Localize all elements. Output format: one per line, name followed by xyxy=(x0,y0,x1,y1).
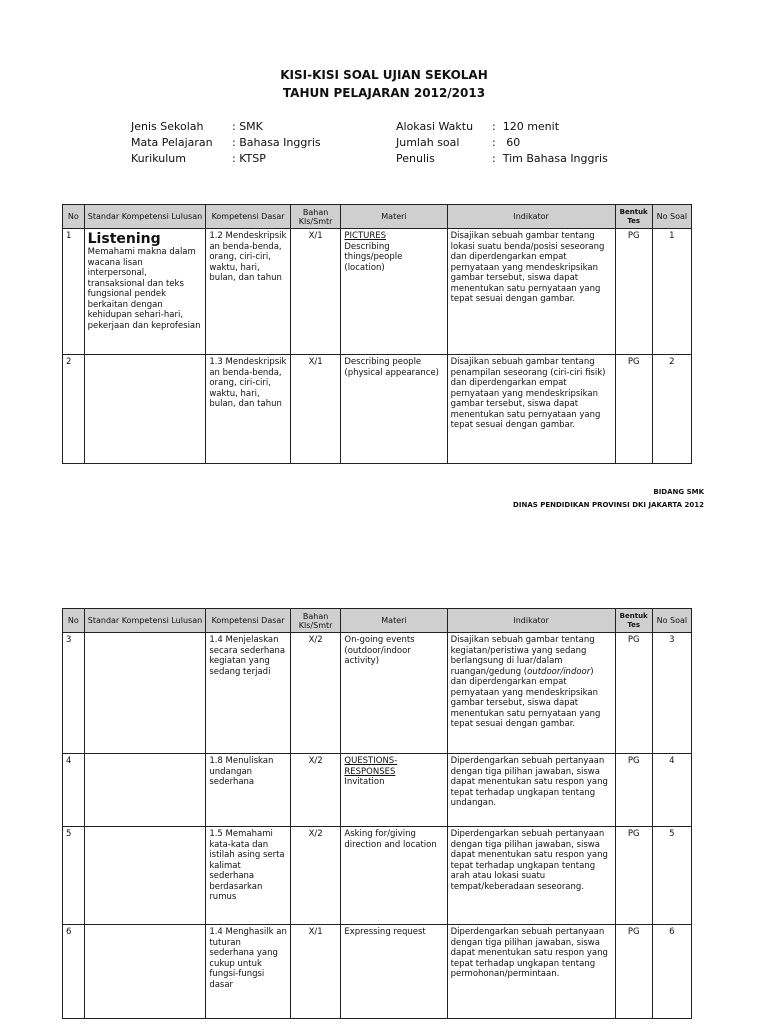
cell-nosoal: 6 xyxy=(652,925,691,1019)
materi-text: Invitation xyxy=(344,777,385,787)
cell-bentuk: PG xyxy=(615,827,652,925)
meta-mapel-label: Mata Pelajaran xyxy=(131,136,213,149)
table-header-row xyxy=(63,205,692,229)
cell-materi xyxy=(341,229,447,355)
cell-indikator: Diperdengarkan sebuah pertanyaan dengan tiga pilihan jawaban, siswa dapat menentukan satu respon yang tepat terhadap ungkapan tentang undangan. xyxy=(447,754,615,827)
cell-materi: Describing people (physical appearance) xyxy=(341,355,447,464)
materi-heading: PICTURES xyxy=(344,231,387,241)
kd-number: 1.5 xyxy=(209,829,223,839)
cell-bentuk: PG xyxy=(615,355,652,464)
footer-dinas: DINAS PENDIDIKAN PROVINSI DKI JAKARTA 2012 xyxy=(513,501,704,509)
kd-text: Menghasilk an tuturan sederhana yang cukup untuk fungsi-fungsi dasar xyxy=(209,927,287,990)
col-materi: Materi xyxy=(341,205,447,229)
meta-jumlah-label: Jumlah soal xyxy=(396,136,460,149)
cell-bentuk: PG xyxy=(615,754,652,827)
cell-bahan: X/1 xyxy=(290,925,341,1019)
cell-materi: On-going events (outdoor/indoor activity) xyxy=(341,633,447,754)
col-indikator: Indikator xyxy=(447,609,615,633)
table-row xyxy=(63,633,692,754)
indikator-text-a: Disajikan sebuah gambar tentang kegiatan/peristiwa yang sedang berlangsung di luar/dalam ruangan/gedung ( xyxy=(450,635,595,677)
cell-skl xyxy=(84,754,206,827)
kd-text: Menuliskan undangan sederhana xyxy=(209,756,274,787)
cell-kd xyxy=(206,925,291,1019)
col-nosoal: No Soal xyxy=(652,609,691,633)
cell-skl xyxy=(84,355,206,464)
cell-kd xyxy=(206,754,291,827)
cell-no: 5 xyxy=(63,827,85,925)
materi-heading: QUESTIONS-RESPONSES xyxy=(344,756,398,777)
col-kd: Kompetensi Dasar xyxy=(206,609,291,633)
footer-bidang: BIDANG SMK xyxy=(653,488,704,496)
cell-indikator xyxy=(447,633,615,754)
cell-no: 3 xyxy=(63,633,85,754)
table-header-row xyxy=(63,609,692,633)
col-indikator: Indikator xyxy=(447,205,615,229)
cell-no: 2 xyxy=(63,355,85,464)
meta-mapel-value: : Bahasa Inggris xyxy=(232,136,321,149)
col-bentuk: Bentuk Tes xyxy=(615,609,652,633)
meta-jenis-value: : SMK xyxy=(232,120,263,133)
meta-kurikulum-label: Kurikulum xyxy=(131,152,186,165)
kd-number: 1.3 xyxy=(209,357,223,367)
cell-bentuk: PG xyxy=(615,633,652,754)
document-subtitle: TAHUN PELAJARAN 2012/2013 xyxy=(282,86,486,100)
kd-number: 1.8 xyxy=(209,756,223,766)
cell-bahan: X/1 xyxy=(290,355,341,464)
cell-kd xyxy=(206,827,291,925)
cell-no: 6 xyxy=(63,925,85,1019)
cell-indikator: Diperdengarkan sebuah pertanyaan dengan tiga pilihan jawaban, siswa dapat menentukan satu respon yang tepat terhadap ungkapan tentang arah atau lokasi suatu tempat/keberadaan seseorang. xyxy=(447,827,615,925)
cell-skl xyxy=(84,229,206,355)
cell-nosoal: 5 xyxy=(652,827,691,925)
col-no: No xyxy=(63,205,85,229)
cell-indikator: Diperdengarkan sebuah pertanyaan dengan tiga pilihan jawaban, siswa dapat menentukan satu respon yang tepat terhadap ungkapan tentang permohonan/permintaan. xyxy=(447,925,615,1019)
document-title: KISI-KISI SOAL UJIAN SEKOLAH xyxy=(280,68,488,82)
meta-kurikulum-value: : KTSP xyxy=(232,152,266,165)
skl-title: Listening xyxy=(87,231,161,247)
cell-bahan: X/2 xyxy=(290,633,341,754)
cell-bentuk: PG xyxy=(615,925,652,1019)
meta-penulis-label: Penulis xyxy=(396,152,435,165)
cell-kd xyxy=(206,229,291,355)
cell-skl xyxy=(84,827,206,925)
cell-bahan: X/1 xyxy=(290,229,341,355)
kd-text: Mendeskripsik an benda-benda, orang, ciri-ciri, waktu, hari, bulan, dan tahun xyxy=(209,357,287,409)
col-materi: Materi xyxy=(341,609,447,633)
cell-bahan: X/2 xyxy=(290,827,341,925)
cell-materi xyxy=(341,754,447,827)
meta-jumlah-value: : 60 xyxy=(492,136,521,149)
col-skl: Standar Kompetensi Lulusan xyxy=(84,205,206,229)
table-row xyxy=(63,355,692,464)
col-bentuk: Bentuk Tes xyxy=(615,205,652,229)
skl-text: Memahami makna dalam wacana lisan interpersonal, transaksional dan teks fungsional pendek berkaitan dengan kehidupan sehari-hari, pekerjaan dan keprofesian xyxy=(87,247,201,331)
col-nosoal: No Soal xyxy=(652,205,691,229)
cell-bahan: X/2 xyxy=(290,754,341,827)
indikator-emphasis: outdoor/indoor xyxy=(527,666,591,677)
table-row xyxy=(63,827,692,925)
cell-nosoal: 4 xyxy=(652,754,691,827)
table-row xyxy=(63,925,692,1019)
meta-jenis-label: Jenis Sekolah xyxy=(131,120,204,133)
kd-number: 1.4 xyxy=(209,927,223,937)
cell-no: 1 xyxy=(63,229,85,355)
meta-alokasi-value: : 120 menit xyxy=(492,120,560,133)
kd-text: Memahami kata-kata dan istilah asing serta kalimat sederhana berdasarkan rumus xyxy=(209,829,285,902)
col-kd: Kompetensi Dasar xyxy=(206,205,291,229)
table-row xyxy=(63,229,692,355)
kd-number: 1.4 xyxy=(209,635,223,645)
meta-alokasi-label: Alokasi Waktu xyxy=(396,120,474,133)
col-bahan: Bahan Kls/Smtr xyxy=(290,205,341,229)
cell-nosoal: 1 xyxy=(652,229,691,355)
cell-nosoal: 2 xyxy=(652,355,691,464)
cell-no: 4 xyxy=(63,754,85,827)
kd-text: Mendeskripsik an benda-benda, orang, ciri-ciri, waktu, hari, bulan, dan tahun xyxy=(209,231,287,283)
kisi-table-1 xyxy=(62,204,692,464)
cell-bentuk: PG xyxy=(615,229,652,355)
col-no: No xyxy=(63,609,85,633)
cell-nosoal: 3 xyxy=(652,633,691,754)
cell-kd xyxy=(206,355,291,464)
materi-text: Describing things/people (location) xyxy=(344,241,403,273)
meta-penulis-value: : Tim Bahasa Inggris xyxy=(492,152,608,165)
cell-kd xyxy=(206,633,291,754)
cell-skl xyxy=(84,925,206,1019)
col-skl: Standar Kompetensi Lulusan xyxy=(84,609,206,633)
col-bahan: Bahan Kls/Smtr xyxy=(290,609,341,633)
table-row xyxy=(63,754,692,827)
kd-text: Menjelaskan secara sederhana kegiatan yang sedang terjadi xyxy=(209,635,286,677)
kd-number: 1.2 xyxy=(209,231,223,241)
indikator-text-b: ) dan diperdengarkan empat pernyataan yang mendeskripsikan gambar tersebut, siswa dapat menentukan satu pernyataan yang tepat sesuai dengan gambar. xyxy=(450,666,601,729)
cell-indikator: Disajikan sebuah gambar tentang penampilan seseorang (ciri-ciri fisik) dan diperdengarkan empat pernyataan yang mendeskripsikan gambar tersebut, siswa dapat menentukan satu pernyataan yang tepat sesuai dengan gambar. xyxy=(447,355,615,464)
cell-materi: Asking for/giving direction and location xyxy=(341,827,447,925)
cell-indikator: Disajikan sebuah gambar tentang lokasi suatu benda/posisi seseorang dan diperdengarkan empat pernyataan yang mendeskripsikan gambar tersebut, siswa dapat menentukan satu pernyataan yang tepat sesuai dengan gambar. xyxy=(447,229,615,355)
cell-materi: Expressing request xyxy=(341,925,447,1019)
cell-skl xyxy=(84,633,206,754)
kisi-table-2 xyxy=(62,608,692,1019)
